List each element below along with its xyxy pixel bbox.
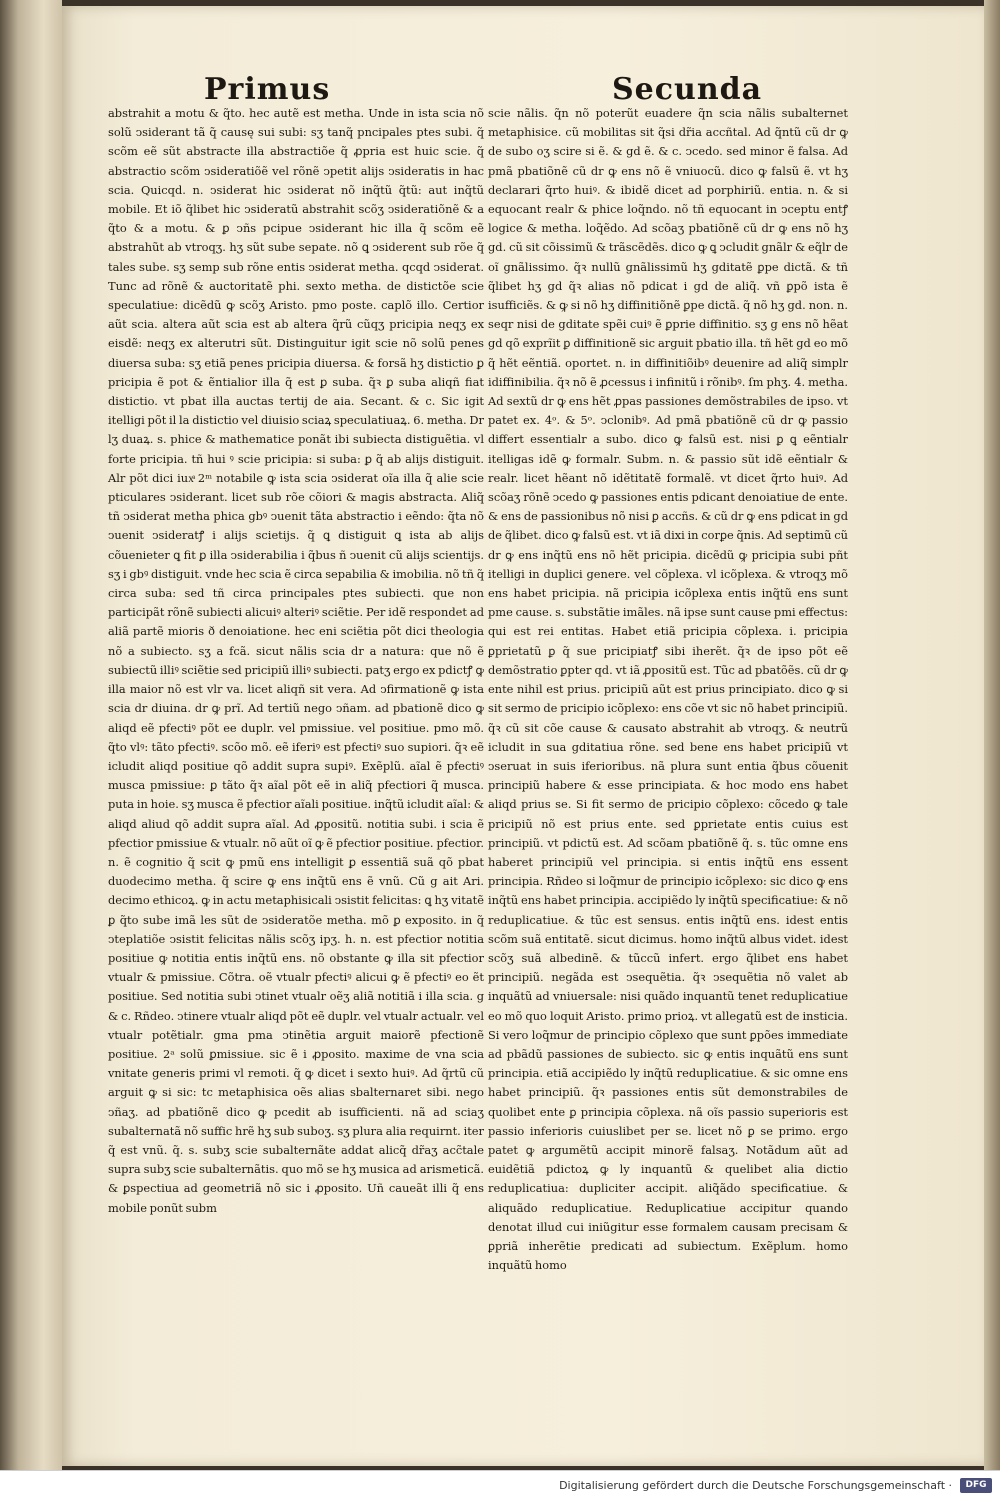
funding-credit: Digitalisierung gefördert durch die Deutsche Forschungsgemeinschaft · [559, 1479, 952, 1492]
footer-bar [0, 1470, 1000, 1502]
text-column-left [108, 104, 484, 1244]
page-fore-edge [984, 0, 1000, 1470]
left-column-text: abstrahit a motu & q̃to. hec autẽ est metha. Unde in ista scia nõ solũ ↄsiderant tã q̃ causę sui subi: sʒ tanq̃ pncipales ptes subi. q̃ scõm eẽ sũt abstracte illa abstractiõe q̃ ꝓpria est huic scie. q̃ abstractio scõm ↄsideratiõẽ vel rõnẽ ↄpetit alijs ↄsideratis in hac scia. Quicqd. n. ↄsiderat hic ↄsiderat nõ inq̃tũ q̃tũ: aut inq̃tũ mobile. Et iõ q̃libet hic ↄsideratũ abstrahit scõʒ ↄsideratiõnẽ & a q̃to & a motu. & ꝑ ↄñs pcipue ↄsiderant hic illa q̃ scõm eẽ abstrahũt ab vtroqʒ. hʒ sũt sube sepate. nõ ꝗ ↄsiderent sub rõe q̃ tales sube. sʒ semp sub rõne entis ↄsiderat metha. qcqd ↄsiderat. Tunc ad rõnẽ & auctoritatẽ phi. sexto metha. de distictõe scie speculatiue: dicẽdũ ꝙ scõʒ Aristo. pmo poste. caplõ illo. Certior aũt scia. altera aũt scia est ab altera q̃rũ cũqʒ pricipia neqʒ ex eisdẽ: neqʒ ex alterutri sũt. Distinguitur igit scie nõ solũ penes diuersa suba: sʒ etiã penes pricipia diuersa. & forsã hʒ distictio ꝑ pricipia ẽ pot & ẽntialior illa q̃ est ꝑ suba. q̃ꝛ ꝑ suba aliqñ fiat distictio. vt pbat illa auctas tertij de aia. Secant. & c. Sic igit itelligi põt il la distictio vel diuisio sciaꝝ speculatiuaꝝ. 6. metha. Dr lʒ duaꝝ. s. phice & mathematice ponãt ibi subiecta distiguẽtia. vl forte pricipia. tñ hui ꝰ scie pricipia: si suba: ꝑ q̃ ab alijs distiguit. Alr põt dici iuxͣ 2ᵐ notabile ꝙ ista scia ↄsiderat oĩa illa q̃ alie scie pticulares ↄsiderant. licet sub rõe cõiori & magis abstracta. Aliq̃ tñ ↄsiderat metha phica gbꝰ ↄuenit tãta abstractio i eẽndo: q̃ta nõ ↄuenit ↄsideratꝭ i alijs scietijs. q̃ ꝗ distiguit ꝗ ista ab alijs cõuenieter ꝗ fit ꝑ illa ↄsiderabilia i q̃bus ñ ↄuenit cũ alijs scientijs. sʒ i gbꝰ distiguit. vnde hec scia ẽ circa sepabilia & imobilia. nõ tñ q̃ circa suba: sed tñ circa principales ptes subiecti. que non participãt rõnẽ subiecti alicuiꝰ alteriꝰ sciẽtie. Per idẽ respondet ad aliã partẽ mioris ð denoiatione. hec eni sciẽtia põt dici theologia nõ a subiecto. sʒ a fcã. sicut nãlis scia dr a natura: que nõ ẽ subiectũ illiꝰ sciẽtie sed pricipiũ illiꝰ subiecti. patʒ ergo ex pdictꝭ ꝙ illa maior nõ est vlr va. licet aliqñ sit vera. Ad ↄfirmationẽ ꝙ ista scia dr diuina. dr ꝙ prĩ. Ad tertiũ nego ↄñam. ad pbationẽ dico ꝙ aliqd eẽ pfectiꝰ põt ee duplr. vel pmissiue. vel positiue. pmo mõ. q̃to vlꝰ: tãto pfectiꝰ. scõo mõ. eẽ iferiꝰ est pfectiꝰ suo supiori. q̃ꝛ eẽ icludit aliqd positiue qõ addit supra supiꝰ. Exẽplũ. aĩal ẽ pfectiꝰ musca pmissiue: ꝑ tãto q̃ꝛ aĩal põt eẽ in aliq̃ pfectiori q̃ musca. puta in hoie. sʒ musca ẽ pfectior aĩali positiue. inq̃tũ icludit aĩal: & aliqd aliud qõ addit supra aĩal. Ad ꝓpositũ. notitia subi. i scia ẽ pfectior pmissiue & vtualr. nõ aũt oĩ ꝙ ẽ pfectior positiue. pfectior. n. ẽ cognitio q̃ scit ꝙ pmũ ens intelligit ꝑ essentiã suã qõ pbat duodecimo metha. q̃ scire ꝙ ens inq̃tũ ens ẽ vnũ. Cũ g ait Ari. decimo ethicoꝝ. ꝙ in actu metaphisicali ↄsistit felicitas: ꝗ hʒ vitatẽ ꝑ q̃to sube imã les sũt de ↄsideratõe metha. mõ ꝑ exposito. in q̃ ↄteplatiõe ↄsistit felicitas nãlis scõʒ ipʒ. h. n. est pfectior notitia positiue ꝙ notitia entis inq̃tũ ens. nõ obstante ꝙ illa sit pfectior vtualr & pmissiue. Cõtra. oẽ vtualr pfectiꝰ alicui ꝙ ẽ pfectiꝰ eo ẽt positiue. Sed notitia subi ↄtinet vtualr oẽʒ aliã notitiã i illa scia. g & c. Rñdeo. ↄtinere vtualr aliqd põt eẽ duplr. vel vtualr actualr. vel vtualr potẽtialr. gma pma ↄtinẽtia arguit maiorẽ pfectionẽ positiue. 2ᵃ solũ ꝑmissiue. sic ẽ i ꝓposito. maxime de vna scia vnitate generis primi vl remoti. q̃ ꝙ dicet i sexto huiꝰ. Ad q̃rtũ cũ arguit ꝙ si sic: tc metaphisica oẽs alias sbalternaret sibi. nego ↄñaʒ. ad pbatiõnẽ dico ꝙ pcedit ab isufficienti. nã ad sciaʒ subalternatã nõ suffic hrẽ hʒ sub suboʒ. sʒ plura alia requirnt. iter q̃ est vnũ. q̃. s. subʒ scie subalternãte addat alicq̃ dr̃aʒ acc̃tale supra subʒ scie subalternãtis. quo mõ se hʒ musica ad arismeticã. & ꝑspectiua ad geometriã nõ sic i ꝓposito. Uñ caueãt illi q̃ ens mobile ponũt subm [108, 106, 484, 1215]
right-column-text: scie nãlis. q̃n nõ poterũt euadere q̃n scia nãlis subalternet metaphisice. cũ mobilitas sit q̃si dr̃ia accñtal. Ad q̃ntũ cũ dr ꝙ de subo oʒ scire si ẽ. & gd ẽ. & c. ↄcedo. sed minor ẽ falsa. Ad pmã pbatiõnẽ cũ dr ꝙ ens nõ ẽ vniuocũ. dico ꝙ falsũ ẽ. vt hʒ declarari q̃rto huiꝰ. & ibidẽ dicet ad porphiriũ. entia. n. & si equocant realr & phice loq̃ndo. nõ tñ equocant in ↄceptu entꝭ logice & metha. loq̃ẽdo. Ad scõaʒ pbatiõnẽ cũ dr ꝙ ens nõ hʒ gd. cũ sit cõissimũ & trãscẽdẽs. dico ꝙ ꝗ ↄcludit gnãlr & eq̃lr de oĩ gnãlissimo. q̃ꝛ nullũ gnãlissimũ hʒ gditatẽ ꝑpe dictã. & tñ q̃libet hʒ gd q̃ꝛ alias nõ pdicat i gd de aliq̃. vñ ꝑpõ ista ẽ isufficiẽs. & ꝙ si nõ hʒ diffinitiõnẽ ꝑpe dictã. q̃ nõ hʒ gd. non. n. seqr nisi de gditate spẽi cuiꝰ ẽ ꝑprie diffinitio. sʒ g ens nõ hẽat gd qõ exprĩit ꝑ diffinitionẽ sic arguit pbatio illa. tñ hẽt gd eo mõ q̃ hẽt eẽntiã. oportet. n. in diffinitiõibꝰ deuenire ad aliq̃ simplr idiffinibilia. q̃ꝛ nõ ẽ ꝓcessus i infinitũ i rõnibꝰ. ſm phʒ. 4. metha. Ad sextũ dr ꝙ ens hẽt ꝓpas passiones demõstrabiles de ipso. vt patet ex. 4ᵒ. & 5ᵒ. ↄclonibꝰ. Ad pmã pbatiõnẽ cũ dr ꝙ passio differt essentialr a subo. dico ꝙ falsũ est. nisi ꝑ ꝗ eẽntialr itelligas idẽ ꝙ formalr. Subm. n. & passio sũt idẽ eẽntialr & realr. licet hẽant nõ idẽtitatẽ formalẽ. vt dicet q̃rto huiꝰ. Ad scõaʒ rõnẽ ↄcedo ꝙ passiones entis pdicant denoiatiue de ente. & ens de passionibus nõ nisi ꝑ accñs. & cũ dr ꝙ ens pdicat in gd de q̃libet. dico ꝙ falsũ est. vt iã dixi in corꝑe q̃nis. Ad septimũ cũ dr ꝙ ens inq̃tũ ens nõ hẽt pricipia. dicẽdũ ꝙ pricipia subi pñt itelligi in duplici genere. vel cõplexa. vl icõplexa. & vtroqʒ mõ ens habet pricipia. nã pricipia icõplexa entis inq̃tũ ens sunt pme cause. s. substãtie imãles. nã ipse sunt cause pmi effectus: qui est rei entitas. Habet etiã pricipia cõplexa. i. pricipia ꝑprietatũ ꝑ q̃ sue pricipiatꝭ sibi iherẽt. q̃ꝛ de ipso põt eẽ demõstratio ꝑpter qd. vt iã ꝓpositũ est. Tũc ad pbatõẽs. cũ dr ꝙ ente nihil est prius. pricipiũ aũt est prius principiato. dico ꝙ si sit sermo de pricipio icõplexo: ens cõe vt sic nõ habet principiũ. q̃ꝛ cũ sit cõe cause & causato abstrahit ab vtroqʒ. & neutrũ icludit in sua gditatiua rõne. sed bene ens habet pricipiũ vt ↄseruat in suis iferioribus. nã plura sunt entia q̃bus cõuenit principiũ habere & esse principiata. & hoc modo ens habet aliqd prius se. Si fit sermo de pricipio cõplexo: cõcedo ꝙ tale pricipiũ nõ est prius ente. sed ꝑprietate entis cuius est principiũ. vt pdictũ est. Ad scõam pbatiõnẽ q̃. s. tũc omne ens haberet principiũ vel principia. si entis inq̃tũ ens essent principia. Rñdeo si loq̃mur de principio icõplexo: sic dico ꝙ ens inq̃tũ ens habet principia. accipiẽdo ly inq̃tũ specificatiue: & nõ reduplicatiue. & tũc est sensus. entis inq̃tũ ens. idest entis scõm suã entitatẽ. sicut dicimus. homo inq̃tũ albus videt. idest scõʒ suã albedinẽ. & tũccũ infert. ergo q̃libet ens habet principiũ. negãda est ↄsequẽtia. q̃ꝛ ↄsequẽtia nõ valet ab inquãtũ ad vniuersale: nisi quãdo inquantũ tenet reduplicatiue eo mõ quo loquit Aristo. primo prioꝝ. vt allegatũ est de insticia. Si vero loq̃mur de principio cõplexo que sunt ꝑpões immediate ad pbãdũ passiones de subiecto. sic ꝙ entis inquãtũ ens sunt principia. etiã accipiẽdo ly inq̃tũ reduplicatiue. & sic omne ens habet principiũ. q̃ꝛ passiones entis sũt demonstrabiles de quolibet ente ꝑ principia cõplexa. nã oĩs passio superioris est passio inferioris cuiuslibet per se. licet nõ ꝑ se primo. ergo patet ꝙ argumẽtũ accipit minorẽ falsaʒ. Notãdum aũt ad euidẽtiã pdictoꝝ ꝙ ly inquantũ & quelibet alia dictio reduplicatiua: dupliciter accipit. aliq̃ãdo specificatiue. & aliquãdo reduplicatiue. Reduplicatiue accipitur quando denotat illud cui iniũgitur esse formalem causam precisam & ꝑpriã inherẽtie predicati ad subiectum. Exẽplum. homo inquãtũ homo [488, 106, 848, 1273]
running-head-left: Primus [204, 72, 331, 107]
dfg-logo: DFG [960, 1478, 992, 1493]
facing-page-edge [0, 0, 62, 1470]
text-column-right [488, 104, 848, 1273]
running-head-right: Secunda [612, 72, 763, 107]
